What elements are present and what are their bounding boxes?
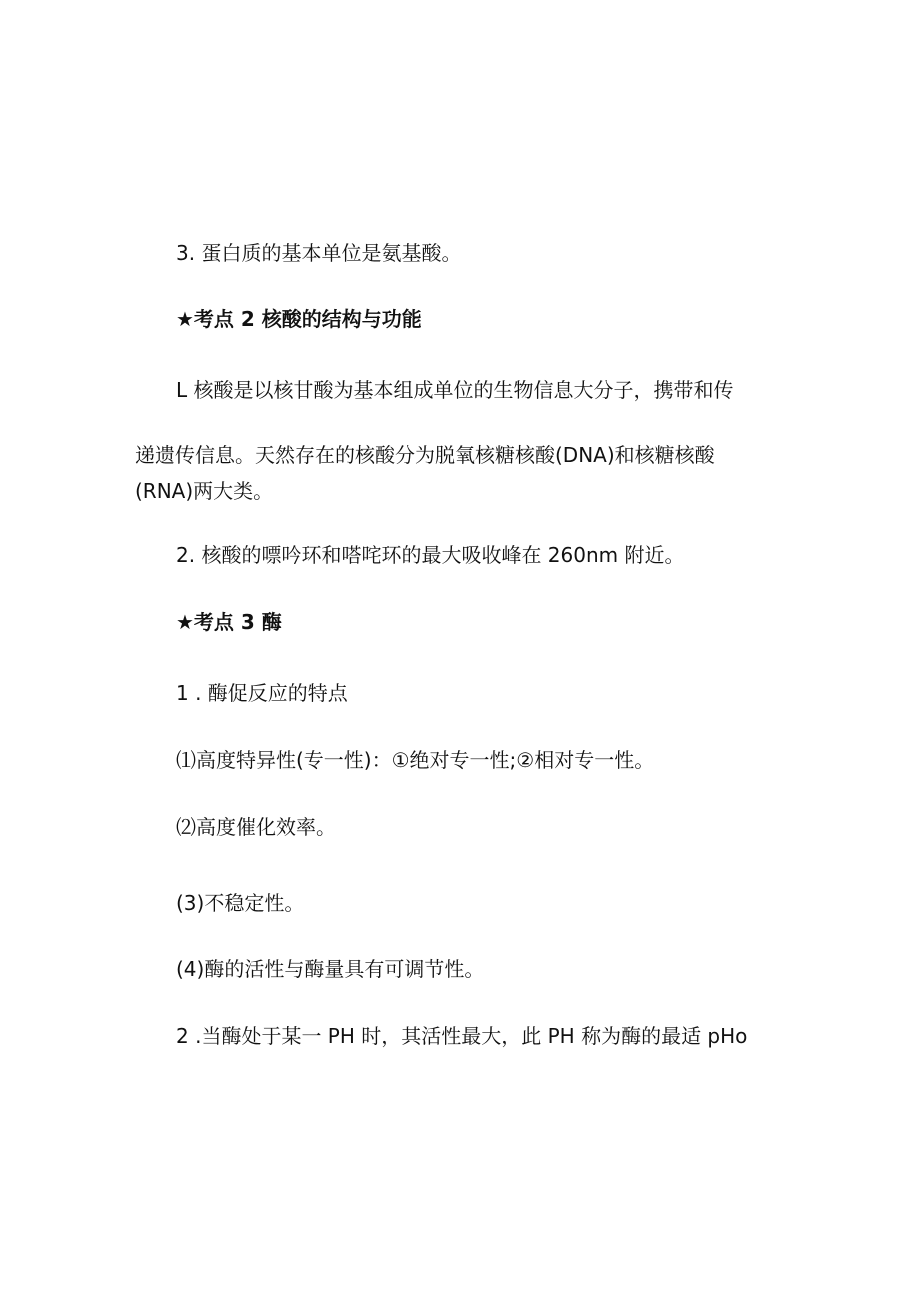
subheading-enzyme-features: 1 . 酶促反应的特点 bbox=[176, 681, 348, 705]
paragraph-absorption-peak: 2. 核酸的嘌吟环和嗒咤环的最大吸收峰在 260nm 附近。 bbox=[176, 543, 685, 567]
paragraph-nucleic-acid-line-3: (RNA)两大类。 bbox=[135, 479, 274, 503]
list-item-specificity: ⑴高度特异性(专一性)：①绝对专一性;②相对专一性。 bbox=[176, 748, 655, 772]
heading-topic-2: ★考点 2 核酸的结构与功能 bbox=[176, 307, 422, 331]
list-item-efficiency: ⑵高度催化效率。 bbox=[176, 815, 336, 839]
paragraph-nucleic-acid-line-2: 递遗传信息。天然存在的核酸分为脱氧核糖核酸(DNA)和核糖核酸 bbox=[135, 443, 715, 467]
list-item-instability: (3)不稳定性。 bbox=[176, 891, 305, 915]
paragraph-nucleic-acid-line-1: L 核酸是以核甘酸为基本组成单位的生物信息大分子，携带和传 bbox=[176, 378, 734, 402]
heading-topic-3: ★考点 3 酶 bbox=[176, 610, 282, 634]
paragraph-optimal-ph: 2 .当酶处于某一 PH 时，其活性最大，此 PH 称为酶的最适 pHo bbox=[176, 1024, 748, 1048]
list-item-regulation: (4)酶的活性与酶量具有可调节性。 bbox=[176, 957, 485, 981]
paragraph-protein-unit: 3. 蛋白质的基本单位是氨基酸。 bbox=[176, 241, 462, 265]
